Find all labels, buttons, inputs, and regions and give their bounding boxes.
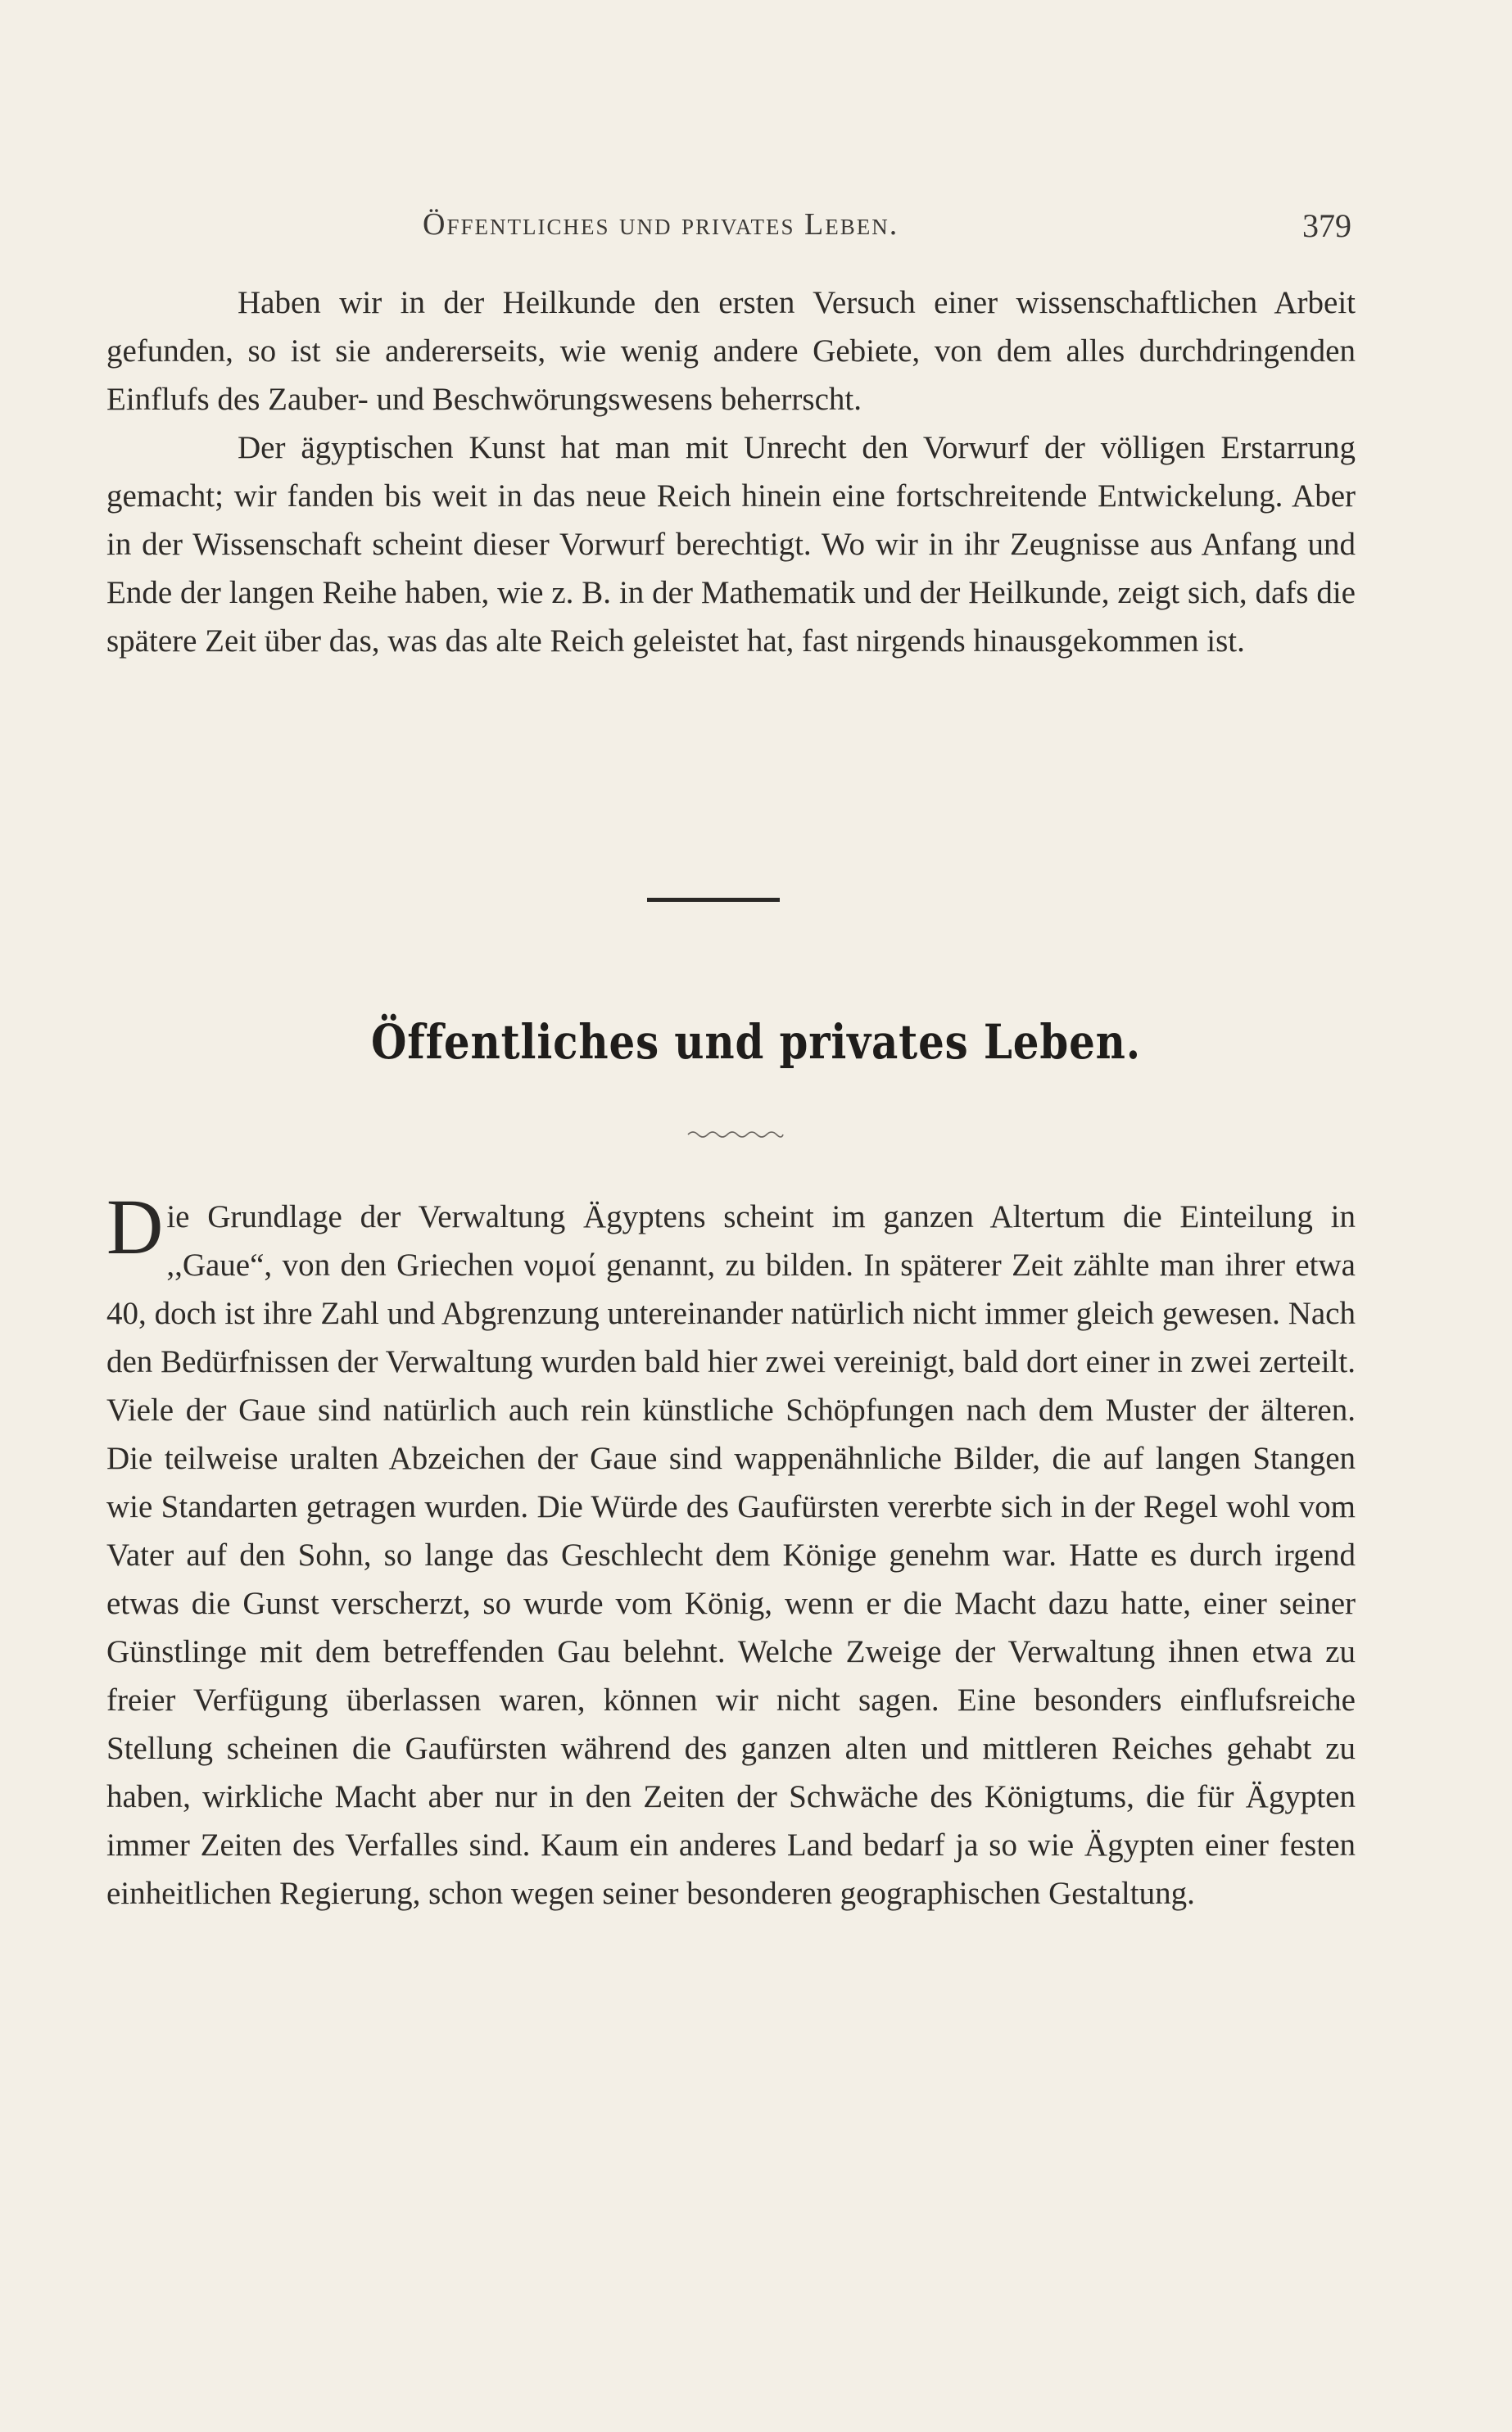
drop-cap: D: [106, 1183, 164, 1270]
section-divider-rule: [647, 898, 780, 902]
paragraph: Der ägyptischen Kunst hat man mit Unrecht den Vorwurf der völligen Erstarrung gemacht; wir fanden bis weit in das neue Reich hinein eine fortschreitende Entwickelung. Aber in der Wissenschaft scheint dieser Vorwurf berechtigt. Wo wir in ihr Zeugnisse aus Anfang und Ende der langen Reihe haben, wie z. B. in der Mathematik und der Heilkunde, zeigt sich, dafs die spätere Zeit über das, was das alte Reich geleistet hat, fast nirgends hinausgekommen ist.: [106, 430, 1356, 659]
section-body: [106, 1183, 1356, 1918]
section-body-text: ie Grundlage der Verwaltung Ägyptens scheint im ganzen Altertum die Einteilung in ,,Gaue“, von den Griechen νομοί genannt, zu bilden. In späterer Zeit zählte man ihrer etwa 40, doch ist ihre Zahl und Abgrenzung untereinander natürlich nicht immer gleich gewesen. Nach den Bedürfnissen der Verwaltung wurden bald hier zwei vereinigt, bald dort einer in zwei zerteilt. Viele der Gaue sind natürlich auch rein künstliche Schöpfungen nach dem Muster der älteren. Die teilweise uralten Abzeichen der Gaue sind wappenähnliche Bilder, die auf langen Stangen wie Standarten getragen wurden. Die Würde des Gaufürsten vererbte sich in der Regel wohl vom Vater auf den Sohn, so lange das Geschlecht dem Könige genehm war. Hatte es durch irgend etwas die Gunst verscherzt, so wurde vom König, wenn er die Macht dazu hatte, einer seiner Günstlinge mit dem betreffenden Gau belehnt. Welche Zweige der Verwaltung ihnen etwa zu freier Verfügung überlassen waren, können wir nicht sagen. Eine besonders einflufsreiche Stellung scheinen die Gaufürsten während des ganzen alten und mittleren Reiches gehabt zu haben, wirkliche Macht aber nur in den Zeiten der Schwäche des Königtums, die für Ägypten immer Zeiten des Verfalles sind. Kaum ein anderes Land bedarf ja so wie Ägypten einer festen einheitlichen Regierung, schon wegen seiner besonderen geographischen Gestaltung.: [106, 1199, 1356, 1911]
page-number: 379: [1302, 207, 1351, 244]
text-block-top: [106, 279, 1356, 665]
paragraph: Haben wir in der Heilkunde den ersten Versuch einer wissenschaftlichen Arbeit gefunden, so ist sie andererseits, wie wenig andere Gebiete, von dem alles durchdringenden Einflufs des Zauber- und Beschwörungswesens beherrscht.: [106, 285, 1356, 417]
section-heading: Öffentliches und privates Leben.: [370, 1014, 1142, 1070]
running-head: [0, 206, 1512, 256]
text-block-main: [106, 1183, 1356, 1918]
ornament-flourish: [686, 1127, 785, 1140]
running-title: Öffentliches und privates Leben.: [423, 207, 899, 242]
